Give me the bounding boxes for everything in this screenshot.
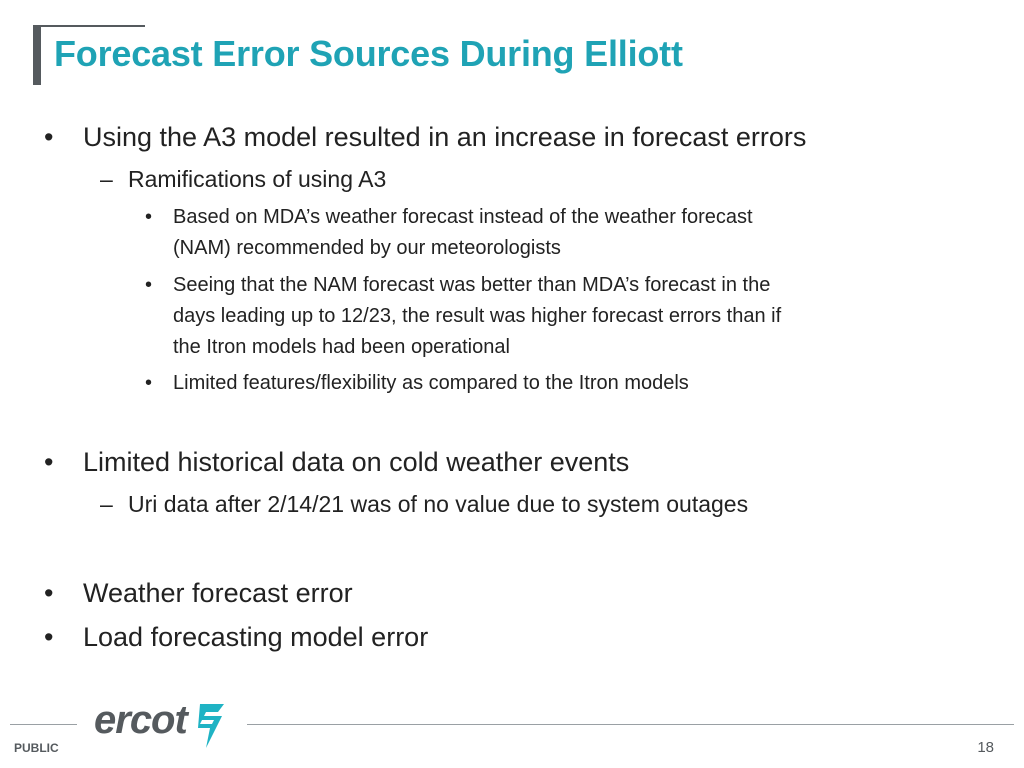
sub-sub-bullet-nam-line1: Seeing that the NAM forecast was better than MDA’s forecast in the	[173, 274, 771, 296]
sub-sub-bullet-nam-line2: days leading up to 12/23, the result was higher forecast errors than if	[173, 305, 782, 327]
dash-marker: –	[100, 166, 113, 192]
bullet-marker: •	[145, 274, 153, 296]
sub-sub-bullet-nam-line3: the Itron models had been operational	[173, 336, 510, 358]
bullet-marker: •	[44, 122, 54, 152]
bullet-marker: •	[44, 578, 54, 608]
bullet-marker: •	[145, 372, 153, 394]
bullet-marker: •	[44, 622, 54, 652]
footer-divider-right	[247, 724, 1014, 725]
bullet-a3-model: Using the A3 model resulted in an increase in forecast errors	[83, 122, 807, 152]
bullet-load-forecasting-error: Load forecasting model error	[83, 622, 429, 652]
slide-title: Forecast Error Sources During Elliott	[54, 33, 683, 74]
ercot-logo	[94, 698, 234, 754]
bullet-marker: •	[145, 206, 153, 228]
sub-sub-bullet-mda-line1: Based on MDA’s weather forecast instead of the weather forecast	[173, 206, 753, 228]
lightning-bolt-icon	[194, 702, 228, 750]
dash-marker: –	[100, 491, 113, 517]
classification-label: PUBLIC	[14, 741, 59, 755]
bullet-marker: •	[44, 447, 54, 477]
sub-sub-bullet-limited-features: Limited features/flexibility as compared to the Itron models	[173, 372, 689, 394]
logo-wordmark: ercot	[94, 698, 187, 742]
sub-sub-bullet-mda-line2: (NAM) recommended by our meteorologists	[173, 237, 561, 259]
bullet-historical-data: Limited historical data on cold weather events	[83, 447, 630, 477]
page-number: 18	[977, 739, 994, 756]
bullet-weather-forecast-error: Weather forecast error	[83, 578, 353, 608]
sub-bullet-uri-data: Uri data after 2/14/21 was of no value due to system outages	[128, 491, 749, 517]
sub-bullet-ramifications: Ramifications of using A3	[128, 166, 387, 192]
footer-divider-left	[10, 724, 77, 725]
